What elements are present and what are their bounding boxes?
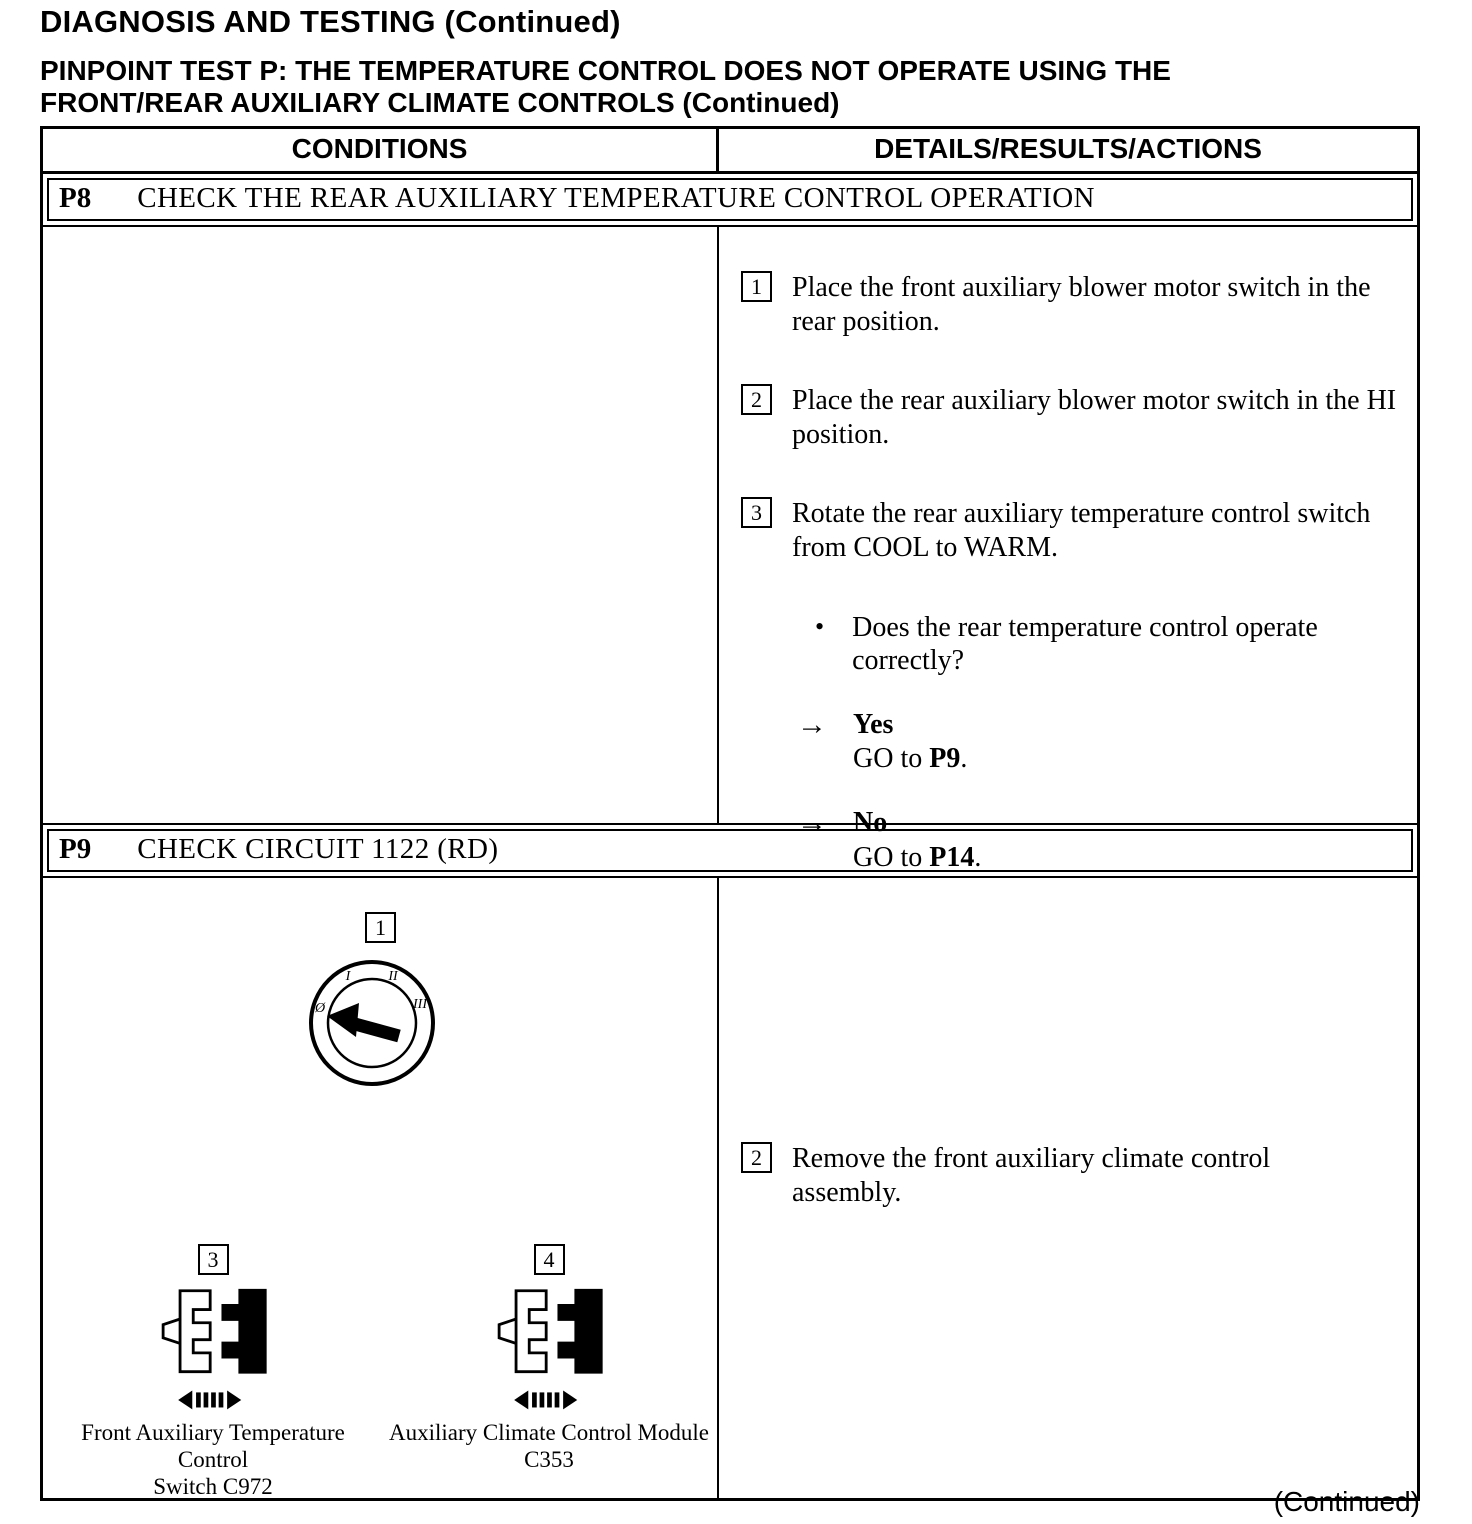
pinpoint-test-table (40, 126, 1420, 1501)
step-number-box: 2 (741, 1142, 772, 1173)
step-text: Place the front auxiliary blower motor switch in the rear position. (792, 272, 1371, 337)
question-text: Does the rear temperature control operate correctly? (852, 611, 1318, 677)
p9-body-row (43, 876, 1417, 1498)
step-number-box: 3 (741, 497, 772, 528)
ignition-switch-diagram (287, 938, 457, 1108)
page-subtitle: PINPOINT TEST P: THE TEMPERATURE CONTROL DOES NOT OPERATE USING THE FRONT/REAR AUXILIARY CLIMATE CONTROLS (Continued) (40, 55, 1171, 119)
column-header-conditions: CONDITIONS (43, 129, 719, 171)
p8-details-cell (719, 227, 1417, 873)
step-text: Rotate the rear auxiliary temperature control switch from COOL to WARM. (792, 498, 1371, 563)
step-text: Place the rear auxiliary blower motor switch in the HI position. (792, 385, 1397, 450)
step-number-box: 2 (741, 384, 772, 415)
result-answer: No (853, 807, 888, 839)
column-header-details: DETAILS/RESULTS/ACTIONS (874, 133, 1262, 164)
table-header-row (43, 129, 1417, 174)
dial-arrow-shaft (355, 1024, 399, 1036)
section-row-p8 (47, 178, 1413, 221)
section-id-p9: P9 (59, 833, 92, 865)
dial-position-0-label: Ø (314, 1001, 326, 1016)
step-number-box: 1 (365, 912, 396, 943)
result-answer: Yes (853, 708, 894, 740)
caption-line: Front Auxiliary Temperature Control (81, 1420, 345, 1473)
p9-conditions-cell (43, 878, 719, 1498)
result-action (853, 840, 981, 875)
step-number-box: 3 (198, 1244, 229, 1275)
action-target: P14 (929, 841, 975, 873)
dial-position-1-label: I (345, 969, 351, 984)
connector-diagram (469, 1285, 629, 1417)
result-body (853, 708, 967, 777)
question-item (815, 611, 1403, 678)
connector-figure-c972 (47, 1244, 379, 1500)
step-number-box: 4 (534, 1244, 565, 1275)
dial-position-2-label: II (388, 969, 398, 984)
action-suffix: . (960, 743, 968, 775)
caption-line: Switch C972 (153, 1474, 273, 1500)
step-item (741, 384, 1403, 451)
action-prefix: GO to (853, 743, 930, 775)
connector-diagram (133, 1285, 293, 1417)
action-suffix: . (974, 841, 982, 873)
step-item (741, 497, 1403, 564)
continued-note: (Continued) (1273, 1486, 1420, 1517)
bullet-icon: • (815, 611, 825, 641)
dial-position-3-label: III (413, 997, 427, 1012)
result-action (853, 741, 967, 776)
arrow-right-icon: → (797, 707, 827, 741)
p9-details-cell (719, 878, 1417, 1498)
step-item (741, 1142, 1403, 1209)
step-text: Remove the front auxiliary climate control assembly. (792, 1143, 1271, 1208)
page-title: DIAGNOSIS AND TESTING (Continued) (40, 4, 621, 39)
caption-line: C353 (524, 1447, 574, 1473)
section-title-p8: CHECK THE REAR AUXILIARY TEMPERATURE CONTROL OPERATION (137, 182, 1095, 214)
result-yes (797, 708, 1403, 777)
connector-caption (389, 1419, 709, 1473)
section-title-p9: CHECK CIRCUIT 1122 (RD) (137, 833, 499, 865)
arrow-right-icon: → (797, 806, 827, 840)
action-prefix: GO to (853, 841, 930, 873)
result-no (797, 806, 1403, 875)
caption-line: Auxiliary Climate Control Module (388, 1420, 710, 1445)
section-id-p8: P8 (59, 182, 92, 214)
connector-caption (47, 1419, 379, 1500)
step-item (741, 271, 1403, 338)
connector-figure-c353 (383, 1244, 715, 1473)
step-number-box: 1 (741, 271, 772, 302)
result-body (853, 806, 981, 875)
action-target: P9 (929, 743, 961, 775)
p8-conditions-cell (43, 227, 719, 823)
